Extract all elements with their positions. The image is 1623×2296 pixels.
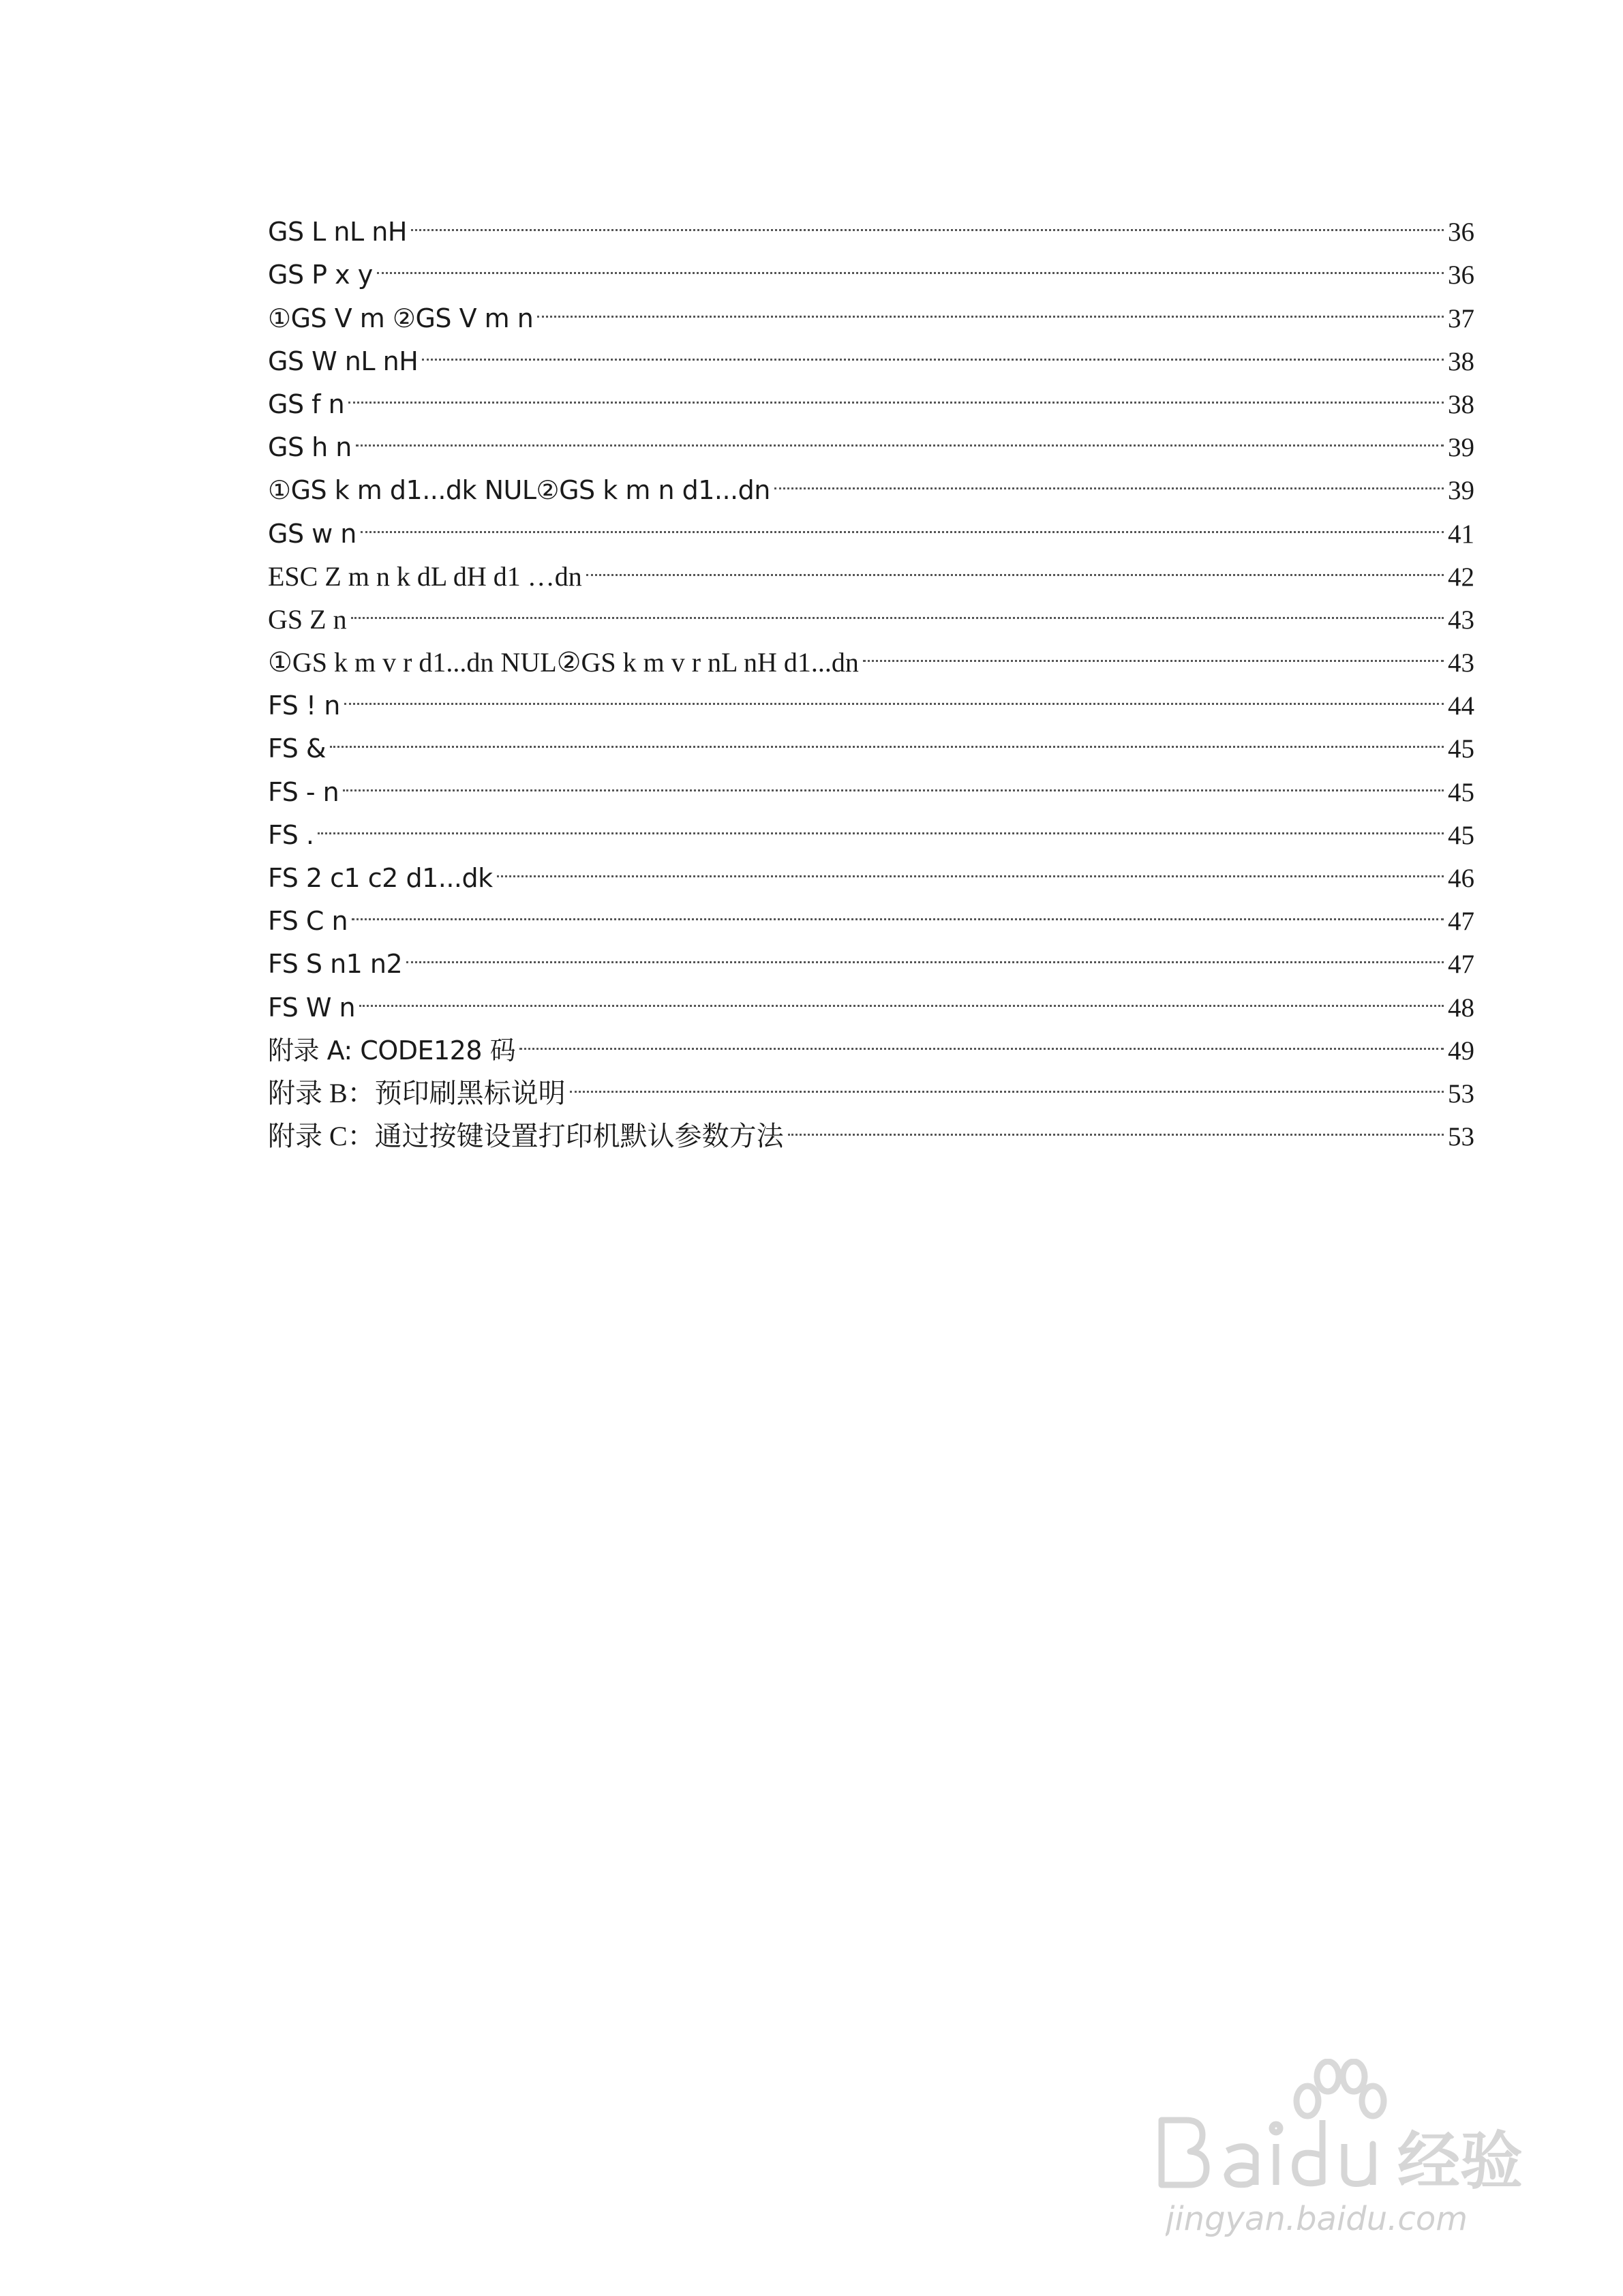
toc-entry-page: 45 xyxy=(1448,777,1474,807)
dot-leader xyxy=(356,413,1444,456)
toc-entry-title: 附录 A: CODE128 码 xyxy=(268,1035,516,1066)
toc-entry-title: ①GS k m d1...dk NUL②GS k m n d1...dn xyxy=(268,475,770,506)
toc-entry-title: FS - n xyxy=(268,776,339,807)
svg-text:经验: 经验 xyxy=(1397,2125,1523,2195)
dot-leader xyxy=(344,671,1444,714)
toc-entry[interactable] xyxy=(268,413,1474,463)
toc-entry-page: 38 xyxy=(1448,389,1474,419)
toc-entry-title: ESC Z m n k dL dH d1 …dn xyxy=(268,560,582,592)
dot-leader xyxy=(377,241,1444,284)
dot-leader xyxy=(348,370,1444,413)
dot-leader xyxy=(352,887,1444,930)
dot-leader xyxy=(359,973,1444,1016)
toc-entry-page: 38 xyxy=(1448,346,1474,376)
toc-entry[interactable] xyxy=(268,714,1474,764)
dot-leader xyxy=(318,801,1444,844)
toc-entry-title: FS . xyxy=(268,819,314,850)
toc-entry-page: 53 xyxy=(1448,1122,1474,1152)
toc-entry-title: GS h n xyxy=(268,432,352,463)
toc-entry-title: 附录 C：通过按键设置打印机默认参数方法 xyxy=(268,1121,784,1152)
toc-entry[interactable] xyxy=(268,671,1474,721)
toc-entry[interactable] xyxy=(268,1016,1474,1066)
toc-entry-page: 48 xyxy=(1448,993,1474,1023)
dot-leader xyxy=(411,198,1444,241)
dot-leader xyxy=(343,757,1444,800)
toc-entry-title: ①GS k m v r d1...dn NUL②GS k m v r nL nH d1...dn xyxy=(268,647,859,678)
toc-entry-page: 36 xyxy=(1448,260,1474,290)
watermark-url xyxy=(1166,2199,1534,2239)
toc-entry-title: GS L nL nH xyxy=(268,217,407,247)
dot-leader xyxy=(330,714,1444,757)
toc-entry[interactable] xyxy=(268,198,1474,247)
dot-leader xyxy=(519,1016,1444,1059)
toc-entry-page: 42 xyxy=(1448,562,1474,592)
toc-entry-page: 45 xyxy=(1448,734,1474,764)
toc-entry[interactable] xyxy=(268,499,1474,549)
toc-entry-page: 43 xyxy=(1448,605,1474,635)
toc-entry[interactable] xyxy=(268,370,1474,419)
toc-entry-title: FS C n xyxy=(268,906,348,937)
toc-entry-page: 43 xyxy=(1448,648,1474,678)
toc-entry-title: FS 2 c1 c2 d1...dk xyxy=(268,863,493,893)
table-of-contents xyxy=(268,198,1474,1152)
toc-entry-page: 39 xyxy=(1448,433,1474,463)
dot-leader xyxy=(406,930,1444,973)
toc-entry[interactable] xyxy=(268,629,1474,678)
dot-leader xyxy=(586,543,1444,586)
dot-leader xyxy=(351,586,1444,629)
dot-leader xyxy=(537,284,1444,327)
toc-entry-title: FS W n xyxy=(268,992,356,1023)
toc-entry-title: GS f n xyxy=(268,389,345,419)
toc-entry-title: FS ! n xyxy=(268,691,340,721)
baidu-jingyan-watermark xyxy=(1152,2059,1534,2236)
toc-entry[interactable] xyxy=(268,327,1474,376)
dot-leader xyxy=(774,456,1444,499)
toc-entry[interactable] xyxy=(268,844,1474,893)
toc-entry-page: 36 xyxy=(1448,217,1474,247)
toc-entry-title: GS w n xyxy=(268,518,357,549)
toc-entry-page: 37 xyxy=(1448,303,1474,333)
toc-entry[interactable] xyxy=(268,586,1474,635)
toc-entry-page: 46 xyxy=(1448,864,1474,893)
toc-entry-page: 39 xyxy=(1448,476,1474,506)
dot-leader xyxy=(788,1102,1444,1145)
toc-entry-title: GS Z n xyxy=(268,603,347,635)
toc-entry-page: 45 xyxy=(1448,820,1474,850)
toc-entry-page: 53 xyxy=(1448,1078,1474,1108)
toc-entry-title: FS & xyxy=(268,734,327,764)
toc-entry-title: 附录 B：预印刷黑标说明 xyxy=(268,1077,566,1108)
svg-text:jingyan.baidu.com: jingyan.baidu.com xyxy=(1166,2200,1468,2238)
toc-entry[interactable] xyxy=(268,456,1474,506)
toc-entry-page: 47 xyxy=(1448,950,1474,980)
dot-leader xyxy=(422,327,1444,370)
toc-entry[interactable] xyxy=(268,801,1474,850)
toc-entry-title: ①GS V m ②GS V m n xyxy=(268,303,534,333)
dot-leader xyxy=(570,1059,1444,1102)
toc-entry[interactable] xyxy=(268,284,1474,333)
toc-entry[interactable] xyxy=(268,241,1474,290)
dot-leader xyxy=(863,629,1444,671)
toc-entry[interactable] xyxy=(268,973,1474,1023)
toc-entry[interactable] xyxy=(268,930,1474,980)
dot-leader xyxy=(361,499,1444,542)
baidu-jingyan-logo xyxy=(1152,2113,1534,2195)
toc-entry-page: 44 xyxy=(1448,691,1474,721)
toc-entry[interactable] xyxy=(268,887,1474,937)
dot-leader xyxy=(497,844,1444,887)
toc-entry-page: 47 xyxy=(1448,907,1474,937)
toc-entry-title: FS S n1 n2 xyxy=(268,949,403,980)
toc-entry[interactable] xyxy=(268,543,1474,592)
toc-entry-page: 49 xyxy=(1448,1036,1474,1066)
toc-entry-title: GS W nL nH xyxy=(268,346,419,376)
toc-entry[interactable] xyxy=(268,757,1474,807)
toc-entry-title: GS P x y xyxy=(268,260,373,290)
toc-entry-page: 41 xyxy=(1448,519,1474,549)
